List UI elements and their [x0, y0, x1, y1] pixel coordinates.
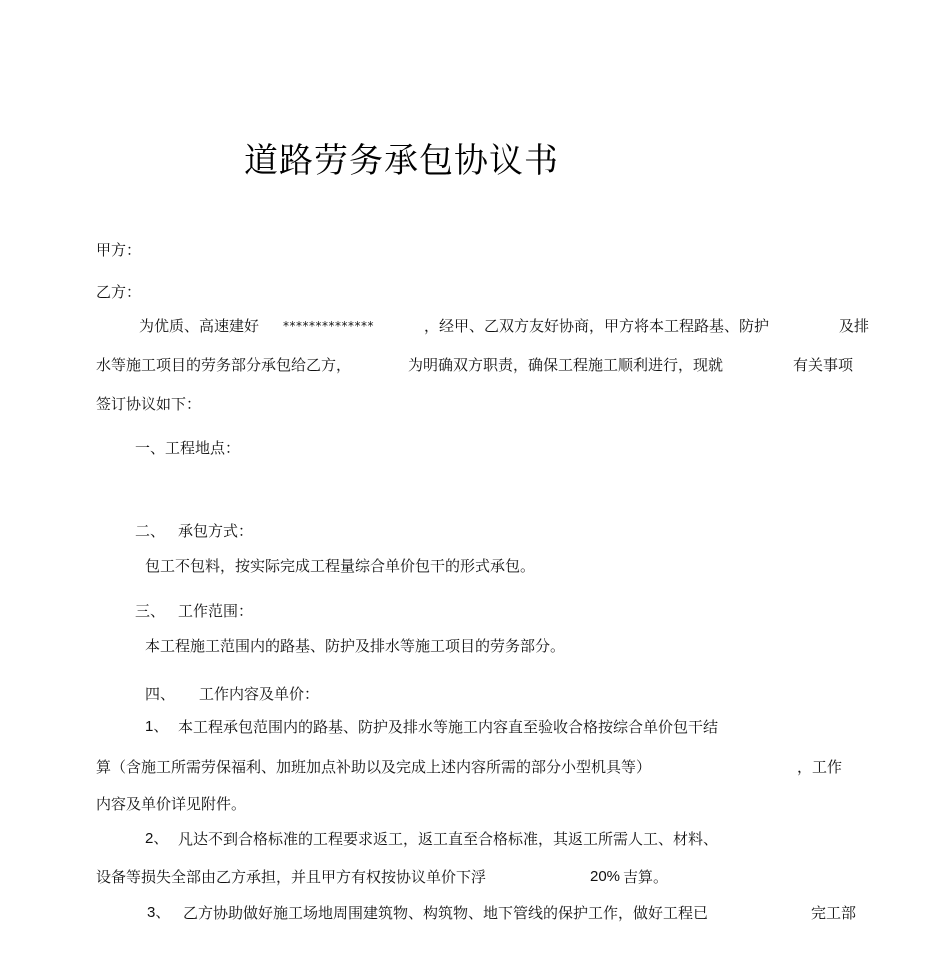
item2-line2-start: 设备等损失全部由乙方承担，并且甲方有权按协议单价下浮: [96, 868, 487, 886]
intro-line1-start: 为优质、高速建好: [139, 317, 260, 335]
item3-line1-end: 完工部: [811, 904, 857, 922]
section4-heading: 工作内容及单价：: [199, 685, 320, 703]
section2-heading: 承包方式：: [178, 522, 254, 540]
party-a-label: 甲方：: [96, 241, 142, 259]
intro-line2-start: 水等施工项目的劳务部分承包给乙方，: [96, 356, 352, 374]
item1-number: 1、: [145, 718, 169, 735]
item2-percentage: 20%: [590, 868, 621, 885]
intro-line1-end: 及排: [839, 317, 870, 335]
item2-number: 2、: [145, 830, 169, 847]
section2-body: 包工不包料，按实际完成工程量综合单价包干的形式承包。: [145, 557, 536, 575]
item2-line1: 凡达不到合格标准的工程要求返工，返工直至合格标准，其返工所需人工、材料、: [178, 830, 719, 848]
item1-line2-end: ，工作: [797, 758, 843, 776]
intro-line3: 签订协议如下：: [96, 395, 202, 413]
section3-body: 本工程施工范围内的路基、防护及排水等施工项目的劳务部分。: [145, 637, 566, 655]
item3-number: 3、: [147, 904, 171, 921]
intro-line2-end: 有关事项: [793, 356, 854, 374]
section3-heading: 工作范围：: [178, 602, 254, 620]
project-name-placeholder: **************: [283, 319, 374, 333]
party-b-label: 乙方：: [96, 283, 142, 301]
section1-heading: 一、工程地点：: [135, 439, 241, 457]
item2-line2-end: 吉算。: [623, 868, 669, 886]
section3-number: 三、: [135, 602, 166, 620]
document-title: 道路劳务承包协议书: [244, 141, 559, 181]
intro-line1-middle: ，经甲、乙双方友好协商，甲方将本工程路基、防护: [424, 317, 770, 335]
intro-line2-middle: 为明确双方职责，确保工程施工顺利进行，现就: [408, 356, 724, 374]
item1-line3: 内容及单价详见附件。: [96, 795, 247, 813]
item3-line1-start: 乙方协助做好施工场地周围建筑物、构筑物、地下管线的保护工作，做好工程已: [183, 904, 709, 922]
item1-line2-start: 算（含施工所需劳保福利、加班加点补助以及完成上述内容所需的部分小型机具等）: [96, 758, 652, 776]
section4-number: 四、: [145, 685, 176, 703]
item1-line1: 本工程承包范围内的路基、防护及排水等施工内容直至验收合格按综合单价包干结: [178, 718, 719, 736]
section2-number: 二、: [135, 522, 166, 540]
